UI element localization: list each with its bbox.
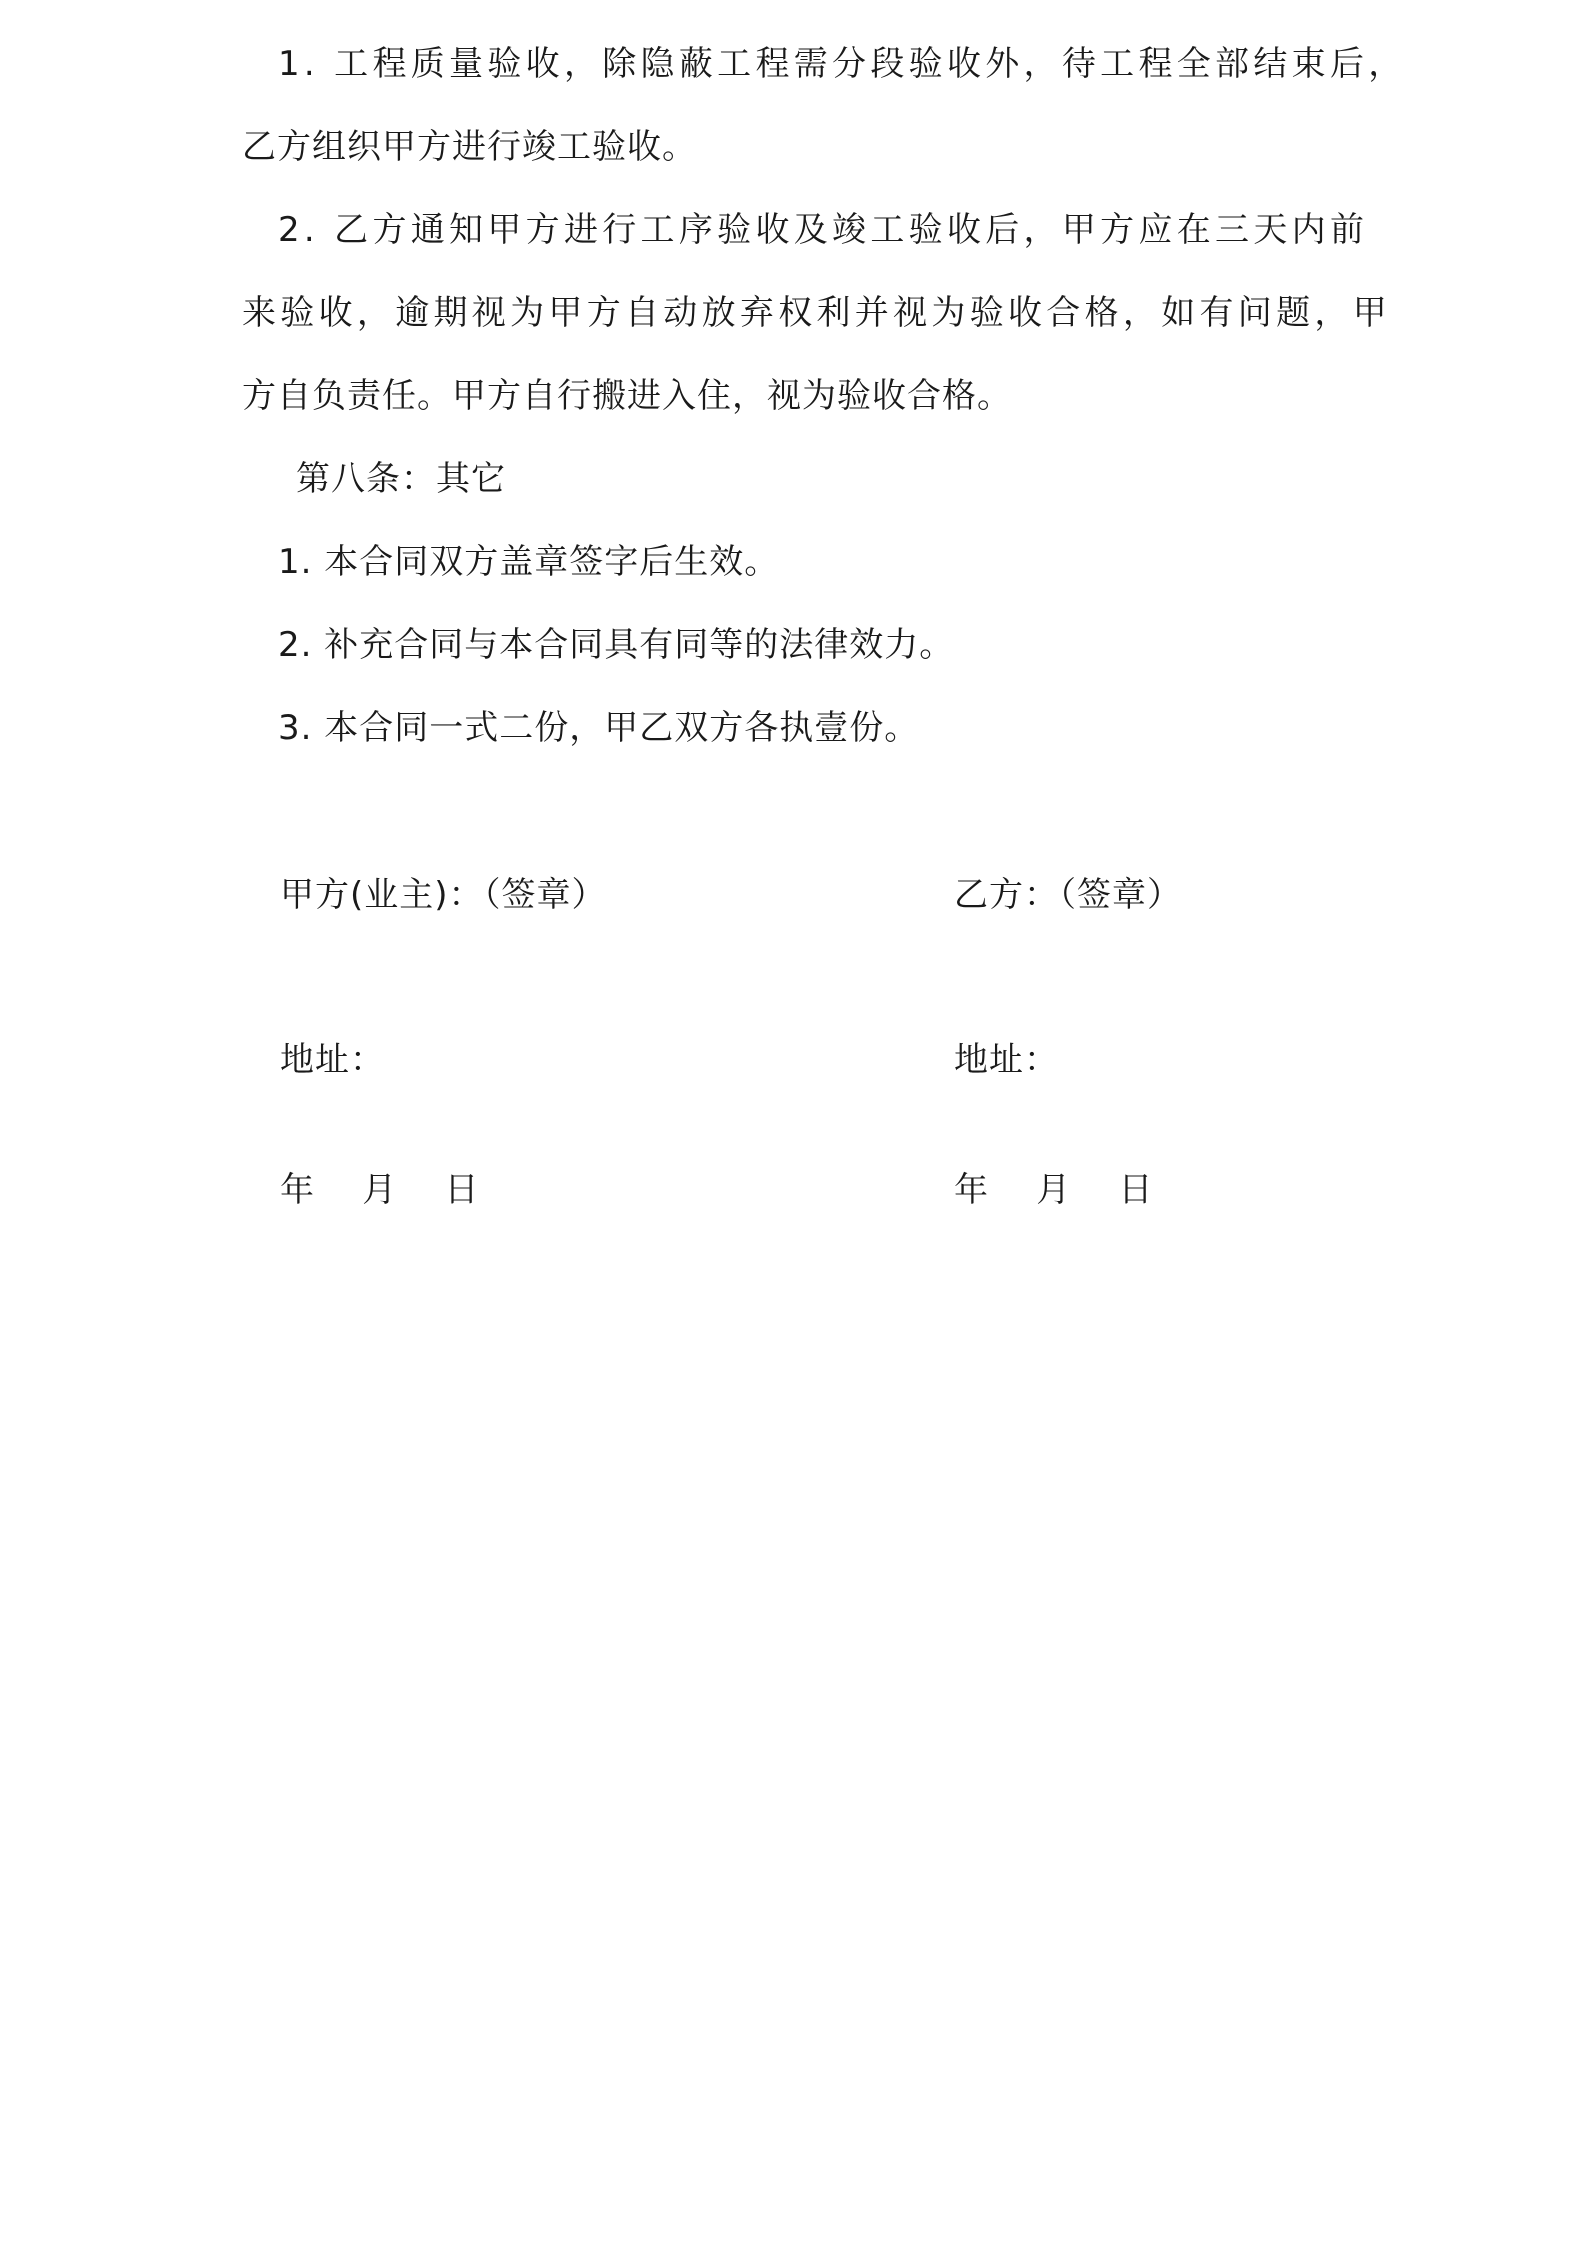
clause-1-line-2: 乙方组织甲方进行竣工验收。 (242, 127, 697, 167)
party-a-signature-label: 甲方(业主)：（签章） (280, 875, 607, 915)
clause-1-line-1: 1. 工程质量验收，除隐蔽工程需分段验收外，待工程全部结束后， (278, 44, 1407, 84)
party-b-address-label: 地址： (954, 1040, 1059, 1080)
article-8-item-1: 1. 本合同双方盖章签字后生效。 (278, 542, 780, 582)
party-b-date: 年 月 日 (954, 1170, 1154, 1210)
clause-2-line-2: 来验收，逾期视为甲方自动放弃权利并视为验收合格，如有问题，甲 (242, 293, 1391, 333)
party-b-signature-label: 乙方：（签章） (954, 875, 1182, 915)
clause-2-line-1: 2. 乙方通知甲方进行工序验收及竣工验收后，甲方应在三天内前 (278, 210, 1369, 250)
clause-2-line-3: 方自负责任。甲方自行搬进入住，视为验收合格。 (242, 376, 1012, 416)
article-8-heading: 第八条：其它 (296, 459, 506, 499)
article-8-item-3: 3. 本合同一式二份，甲乙双方各执壹份。 (278, 708, 920, 748)
party-a-date: 年 月 日 (280, 1170, 480, 1210)
article-8-item-2: 2. 补充合同与本合同具有同等的法律效力。 (278, 625, 955, 665)
party-a-address-label: 地址： (280, 1040, 385, 1080)
